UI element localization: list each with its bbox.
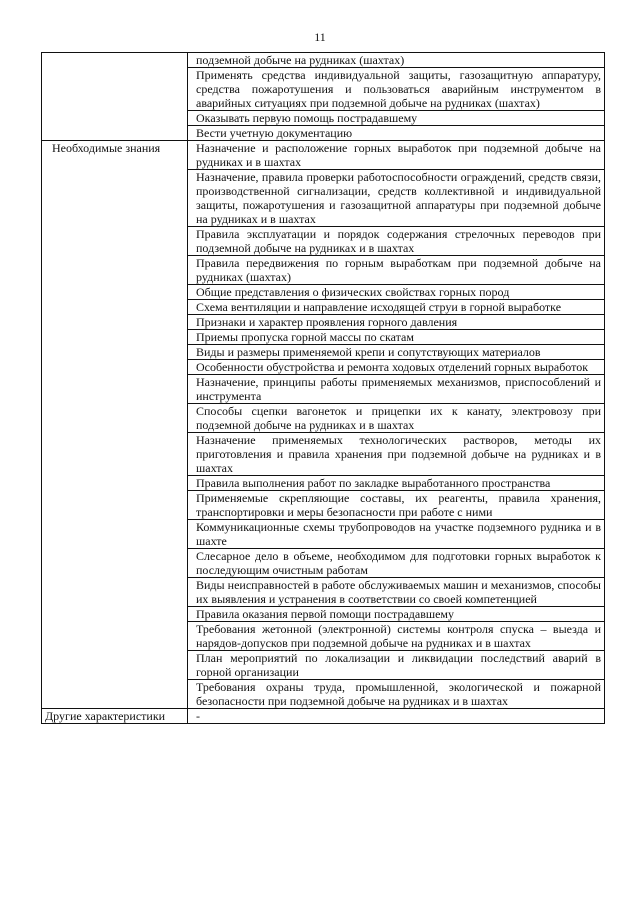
table-row: [42, 111, 605, 126]
knowledge-item: План мероприятий по локализации и ликвидации последствий аварий в горной организации: [188, 651, 605, 680]
knowledge-item: Приемы пропуска горной массы по скатам: [188, 330, 605, 345]
knowledge-item: Виды неисправностей в работе обслуживаемых машин и механизмов, способы их выявления и устранения в соответствии со своей компетенцией: [188, 578, 605, 607]
table-row: [42, 126, 605, 141]
knowledge-item: Назначение применяемых технологических растворов, методы их приготовления и правила хранения при подземной добыче на рудниках и в шахтах: [188, 433, 605, 476]
knowledge-label: Необходимые знания: [42, 141, 188, 709]
table-row: [42, 709, 605, 724]
knowledge-item: Схема вентиляции и направление исходящей струи в горной выработке: [188, 300, 605, 315]
other-characteristics-label: Другие характеристики: [42, 709, 188, 724]
knowledge-item: Назначение, правила проверки работоспособности ограждений, средств связи, производственной сигнализации, средств коллективной и индивидуальной защиты, пожаротушения и газозащитной аппаратуры при подземной добыче на рудниках и в шахтах: [188, 170, 605, 227]
skill-item: Вести учетную документацию: [188, 126, 605, 141]
knowledge-item: Правила оказания первой помощи пострадавшему: [188, 607, 605, 622]
skill-item: подземной добыче на рудниках (шахтах): [188, 53, 605, 68]
knowledge-item: Требования жетонной (электронной) системы контроля спуска – выезда и нарядов-допусков при подземной добыче на рудниках и в шахтах: [188, 622, 605, 651]
knowledge-item: Признаки и характер проявления горного давления: [188, 315, 605, 330]
knowledge-item: Слесарное дело в объеме, необходимом для подготовки горных выработок к последующим очистным работам: [188, 549, 605, 578]
other-characteristics-value: -: [188, 709, 605, 724]
knowledge-item: Правила эксплуатации и порядок содержания стрелочных переводов при подземной добыче на рудниках и в шахтах: [188, 227, 605, 256]
skill-item: Применять средства индивидуальной защиты, газозащитную аппаратуру, средства пожаротушения и пользоваться аварийным инструментом в аварийных ситуациях при подземной добыче на рудниках (шахтах): [188, 68, 605, 111]
empty-label-cell: [42, 111, 188, 126]
knowledge-item: Общие представления о физических свойствах горных пород: [188, 285, 605, 300]
table-row: [42, 68, 605, 111]
page-number: 11: [314, 30, 326, 44]
empty-label-cell: [42, 68, 188, 111]
knowledge-item: Виды и размеры применяемой крепи и сопутствующих материалов: [188, 345, 605, 360]
knowledge-item: Коммуникационные схемы трубопроводов на участке подземного рудника и в шахте: [188, 520, 605, 549]
knowledge-item: Особенности обустройства и ремонта ходовых отделений горных выработок: [188, 360, 605, 375]
table-row: [42, 53, 605, 68]
knowledge-item: Требования охраны труда, промышленной, экологической и пожарной безопасности при подземной добыче на рудниках и в шахтах: [188, 680, 605, 709]
table-row: [42, 141, 605, 170]
qualification-table: [41, 52, 605, 724]
knowledge-item: Назначение и расположение горных выработок при подземной добыче на рудниках и в шахтах: [188, 141, 605, 170]
knowledge-item: Правила передвижения по горным выработкам при подземной добыче на рудниках (шахтах): [188, 256, 605, 285]
knowledge-item: Назначение, принципы работы применяемых механизмов, приспособлений и инструмента: [188, 375, 605, 404]
knowledge-item: Способы сцепки вагонеток и прицепки их к канату, электровозу при подземной добыче на рудниках и в шахтах: [188, 404, 605, 433]
knowledge-item: Применяемые скрепляющие составы, их реагенты, правила хранения, транспортировки и меры безопасности при работе с ними: [188, 491, 605, 520]
empty-label-cell: [42, 126, 188, 141]
skill-item: Оказывать первую помощь пострадавшему: [188, 111, 605, 126]
empty-label-cell: [42, 53, 188, 68]
knowledge-item: Правила выполнения работ по закладке выработанного пространства: [188, 476, 605, 491]
